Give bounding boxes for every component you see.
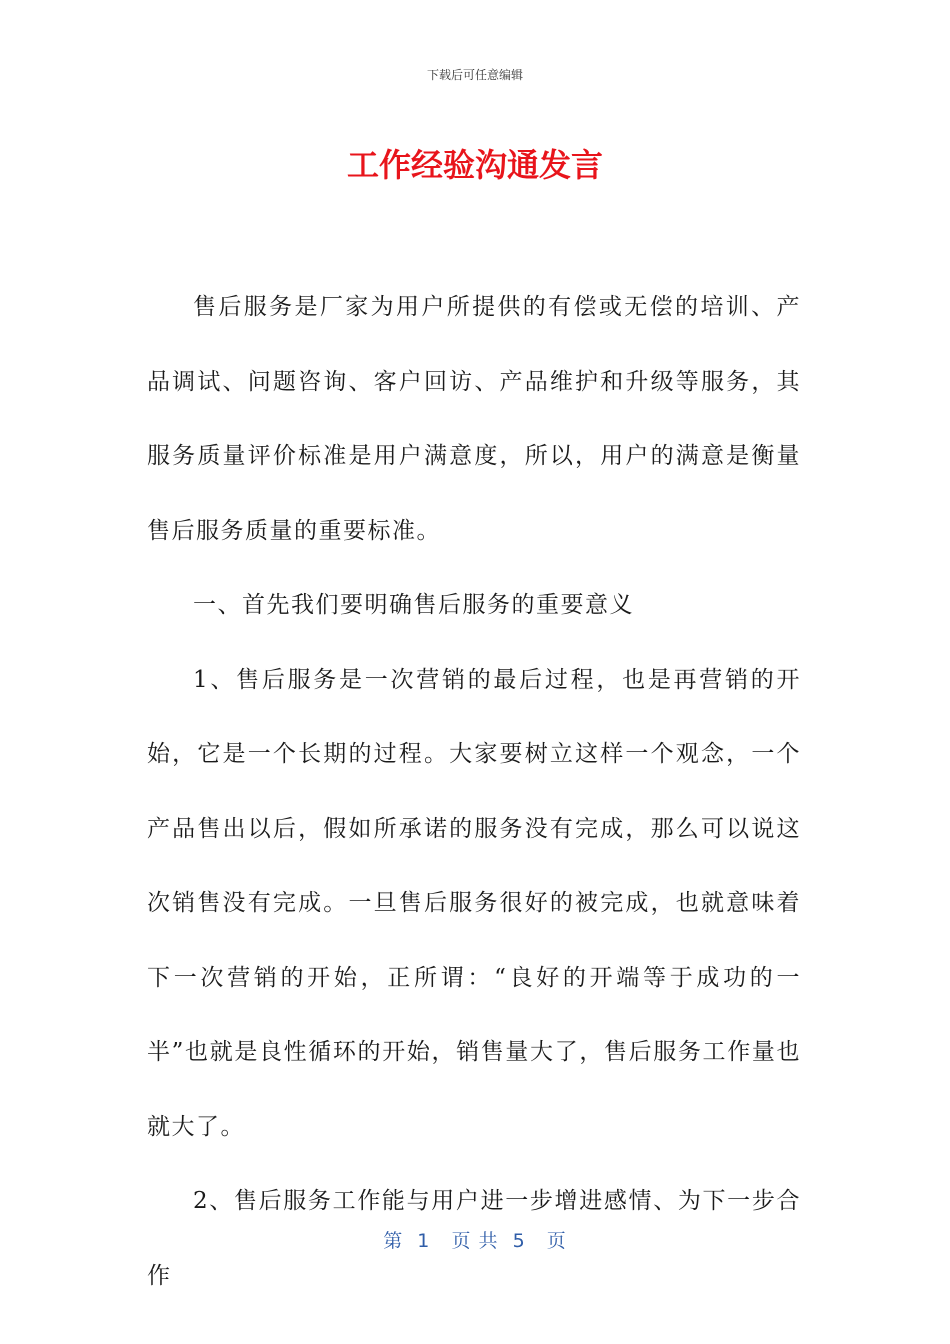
- paragraph-intro: 售后服务是厂家为用户所提供的有偿或无偿的培训、产品调试、问题咨询、客户回访、产品维护和升级等服务，其服务质量评价标准是用户满意度，所以，用户的满意是衡量售后服务质量的重要标准。: [147, 294, 801, 544]
- header-note: 下载后可任意编辑: [426, 68, 523, 82]
- document-body: [147, 270, 801, 1313]
- document-title: 工作经验沟通发言: [346, 146, 603, 184]
- paragraph-section-heading: 一、首先我们要明确售后服务的重要意义: [193, 592, 634, 618]
- paragraph-point-2: 2、售后服务工作能与用户进一步增进感情、为下一步合作: [147, 1188, 801, 1289]
- paragraph-point-1: 1、售后服务是一次营销的最后过程，也是再营销的开始，它是一个长期的过程。大家要树立这样一个观念，一个产品售出以后，假如所承诺的服务没有完成，那么可以说这次销售没有完成。一旦售后服务很好的被完成，也就意味着下一次营销的开始，正所谓：“良好的开端等于成功的一半”也就是良性循环的开始，销售量大了，售后服务工作量也就大了。: [147, 666, 801, 1140]
- page-number-footer: 第 1 页 共 5 页: [383, 1230, 567, 1252]
